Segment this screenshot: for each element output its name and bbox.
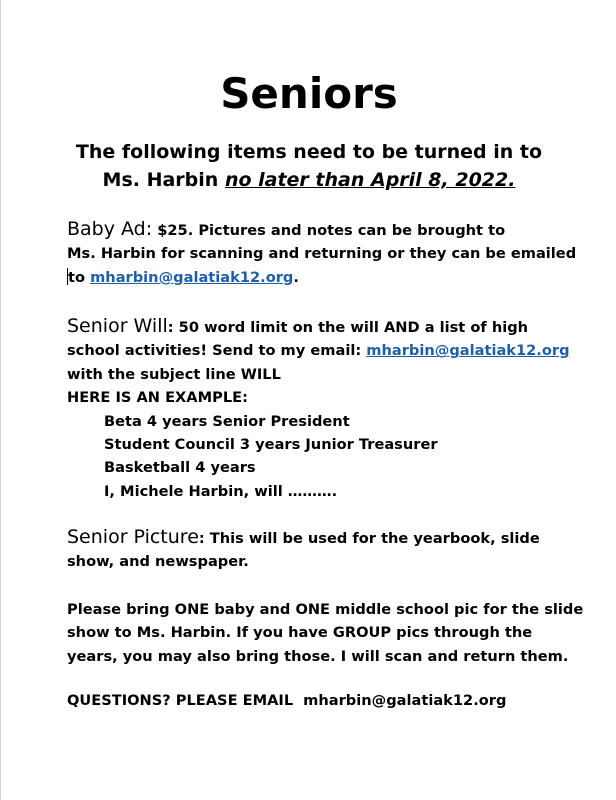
baby-ad-line-1 <box>67 218 587 242</box>
subtitle <box>1 138 616 194</box>
senior-picture-section <box>67 526 587 574</box>
senior-picture-line-1 <box>67 526 587 550</box>
senior-will-email-link[interactable]: mharbin@galatiak12.org <box>366 342 570 360</box>
baby-ad-to: to <box>68 268 91 286</box>
questions-section <box>67 689 587 712</box>
baby-ad-email-link[interactable]: mharbin@galatiak12.org <box>90 268 294 286</box>
baby-ad-line-3 <box>67 266 587 289</box>
senior-will-line-1 <box>67 315 587 339</box>
questions-label: QUESTIONS? PLEASE EMAIL <box>67 692 294 709</box>
baby-ad-heading: Baby Ad: <box>67 218 153 240</box>
example-item: I, Michele Harbin, will ………. <box>104 482 338 500</box>
senior-will-section <box>67 315 587 503</box>
senior-will-line-2 <box>67 339 587 362</box>
subtitle-line-2 <box>1 166 616 194</box>
example-label: HERE IS AN EXAMPLE: <box>67 389 248 407</box>
subtitle-line-1: The following items need to be turned in to <box>75 141 543 163</box>
senior-picture-heading: Senior Picture <box>67 526 199 548</box>
baby-ad-text-1: Pictures and notes can be brought to <box>193 222 506 239</box>
baby-pics-line-3: years, you may also bring those. I will scan and return them. <box>67 647 569 665</box>
baby-ad-section <box>67 218 587 289</box>
senior-will-heading: Senior Will <box>67 315 168 337</box>
baby-pics-line-2: show to Ms. Harbin. If you have GROUP pics through the <box>67 624 533 642</box>
baby-ad-price: $25. <box>157 222 194 239</box>
baby-pics-line-1: Please bring ONE baby and ONE middle school pic for the slide <box>67 601 584 618</box>
page-title: Seniors <box>220 69 398 118</box>
senior-picture-text-1: : This will be used for the yearbook, slide <box>198 530 540 547</box>
senior-will-text-3: with the subject line WILL <box>67 365 281 383</box>
subtitle-name: Ms. Harbin <box>102 169 219 191</box>
baby-ad-text-2: Ms. Harbin for scanning and returning or they can be emailed <box>67 245 577 263</box>
baby-ad-period: . <box>293 268 299 286</box>
questions-email: mharbin@galatiak12.org <box>303 692 507 709</box>
senior-will-text-2: school activities! Send to my email: <box>67 342 367 360</box>
example-item: Beta 4 years Senior President <box>104 412 350 430</box>
deadline-text: no later than April 8, 2022. <box>224 169 516 191</box>
example-item: Basketball 4 years <box>104 459 256 477</box>
baby-pics-section <box>67 598 587 668</box>
example-item: Student Council 3 years Junior Treasurer <box>104 436 438 454</box>
senior-will-text-1: : 50 word limit on the will AND a list of high <box>167 319 529 336</box>
senior-picture-text-2: show, and newspaper. <box>67 553 249 571</box>
